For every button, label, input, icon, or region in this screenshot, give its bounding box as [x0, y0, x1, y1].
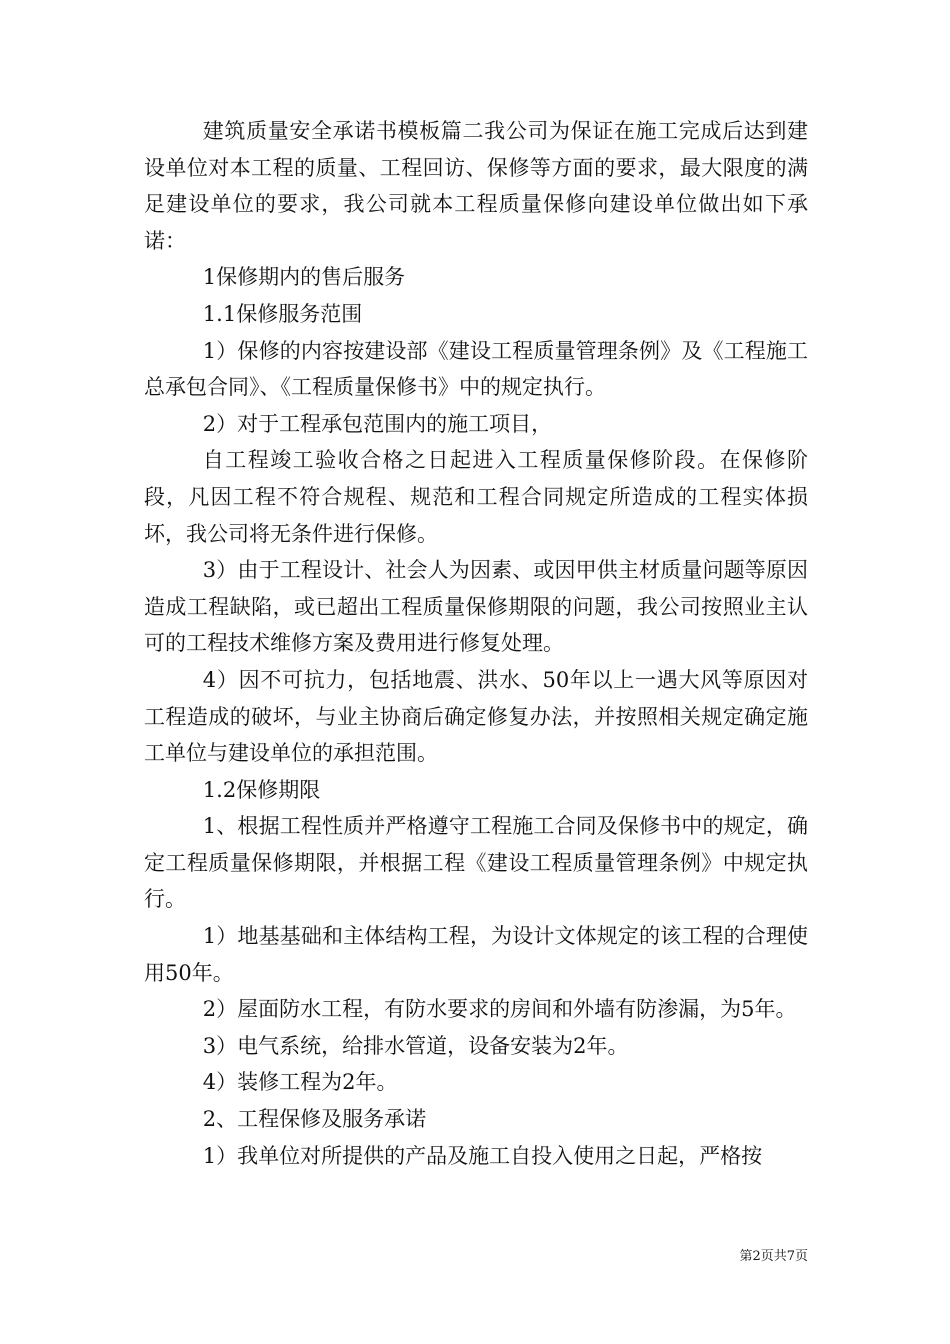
heading-section-1: 1保修期内的售后服务 — [202, 265, 406, 290]
paragraph-item-2-detail: 自工程竣工验收合格之日起进入工程质量保修阶段。在保修阶段，凡因工程不符合规程、规范和工程合同规定所造成的工程实体损坏，我公司将无条件进行保修。 — [144, 448, 808, 546]
paragraph-warranty-roof: 2）屋面防水工程，有防水要求的房间和外墙有防渗漏，为5年。 — [202, 997, 797, 1022]
page-number: 第2页共7页 — [739, 1249, 808, 1264]
paragraph-warranty-foundation: 1）地基基础和主体结构工程，为设计文体规定的该工程的合理使用50年。 — [144, 924, 808, 985]
paragraph-warranty-decoration: 4）装修工程为2年。 — [202, 1070, 398, 1095]
paragraph-service-1: 1）我单位对所提供的产品及施工自投入使用之日起，严格按 — [202, 1143, 763, 1168]
paragraph-item-4: 4）因不可抗力，包括地震、洪水、50年以上一遇大风等原因对工程造成的破坏，与业主协商后确定修复办法，并按照相关规定确定施工单位与建设单位的承担范围。 — [144, 667, 808, 766]
paragraph-intro: 建筑质量安全承诺书模板篇二我公司为保证在施工完成后达到建设单位对本工程的质量、工程回访、保修等方面的要求，最大限度的满足建设单位的要求，我公司就本工程质量保修向建设单位做出如下承诺： — [144, 119, 808, 253]
heading-section-1-2: 1.2保修期限 — [202, 777, 321, 802]
paragraph-item-1: 1）保修的内容按建设部《建设工程质量管理条例》及《工程施工总承包合同》、《工程质量保修书》中的规定执行。 — [144, 338, 808, 400]
heading-section-1-1: 1.1保修服务范围 — [202, 301, 363, 326]
paragraph-warranty-rule: 1、根据工程性质并严格遵守工程施工合同及保修书中的规定，确定工程质量保修期限，并根据工程《建设工程质量管理条例》中规定执行。 — [144, 814, 808, 912]
paragraph-item-2: 2）对于工程承包范围内的施工项目， — [202, 411, 553, 436]
paragraph-item-3: 3）由于工程设计、社会人为因素、或因甲供主材质量问题等原因造成工程缺陷，或已超出工程质量保修期限的问题，我公司按照业主认可的工程技术维修方案及费用进行修复处理。 — [144, 558, 808, 656]
paragraph-warranty-electrical: 3）电气系统，给排水管道，设备安装为2年。 — [202, 1033, 629, 1058]
heading-section-2: 2、工程保修及服务承诺 — [202, 1107, 427, 1132]
document-body — [144, 113, 808, 1174]
